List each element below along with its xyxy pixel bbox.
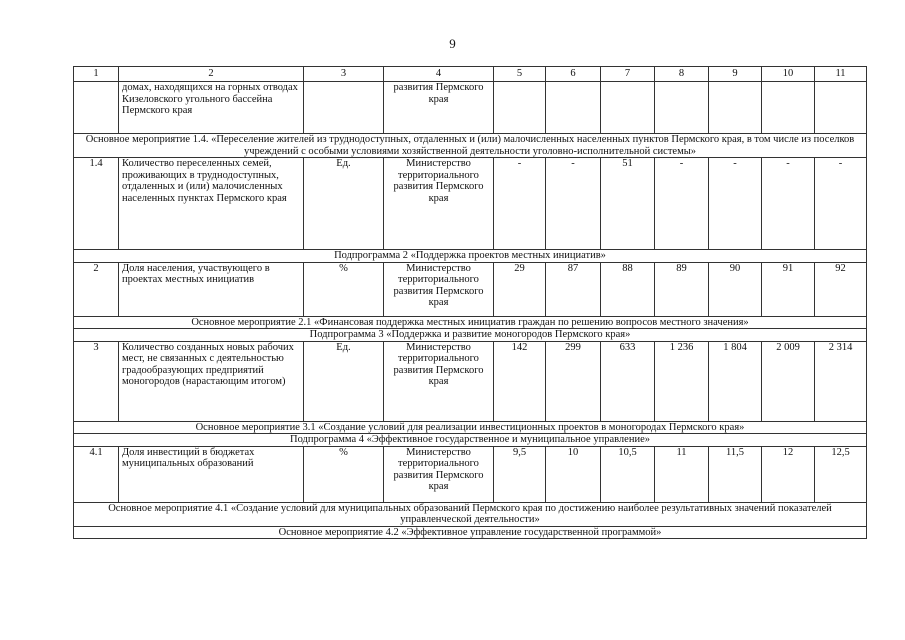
- value-cell: -: [546, 158, 601, 250]
- indicator-name: Доля инвестиций в бюджетах муниципальных образований: [119, 446, 304, 502]
- ministry-cell: Министерство территориального развития Пермского края: [384, 158, 494, 250]
- value-cell: 1 804: [709, 341, 762, 421]
- value-cell: 12,5: [815, 446, 867, 502]
- subprogram-2: Подпрограмма 2 «Поддержка проектов местных инициатив»: [74, 250, 867, 263]
- column-number: 10: [762, 67, 815, 82]
- unit-cell: %: [304, 446, 384, 502]
- value-cell: 633: [601, 341, 655, 421]
- column-number: 11: [815, 67, 867, 82]
- value-cell: 91: [762, 262, 815, 316]
- indicator-name: Количество созданных новых рабочих мест, не связанных с деятельностью градообразующих предприятий моногородов (нарастающим итогом): [119, 341, 304, 421]
- value-cell: -: [655, 158, 709, 250]
- row-number-cell: 3: [74, 341, 119, 421]
- ministry-cell: развития Пермского края: [384, 82, 494, 134]
- main-event-3-1: Основное мероприятие 3.1 «Создание условий для реализации инвестиционных проектов в моногородах Пермского края»: [74, 421, 867, 434]
- event-row: [74, 502, 867, 526]
- ministry-cell: Министерство территориального развития Пермского края: [384, 341, 494, 421]
- value-cell: 90: [709, 262, 762, 316]
- indicator-name: Количество переселенных семей, проживающих в труднодоступных, отдаленных и (или) малочисленных населенных пунктах Пермского края: [119, 158, 304, 250]
- column-number: 4: [384, 67, 494, 82]
- unit-cell: Ед.: [304, 158, 384, 250]
- value-cell: 11: [655, 446, 709, 502]
- value-cell: -: [815, 158, 867, 250]
- unit-cell: %: [304, 262, 384, 316]
- main-event-4-1: Основное мероприятие 4.1 «Создание условий для муниципальных образований Пермского края по достижению наиболее результативных значений показателей управленческой деятельности»: [74, 502, 867, 526]
- column-number: 8: [655, 67, 709, 82]
- value-cell: 299: [546, 341, 601, 421]
- table-row: [74, 158, 867, 250]
- indicator-name: домах, находящихся на горных отводах Кизеловского угольного бассейна Пермского края: [119, 82, 304, 134]
- value-cell: -: [709, 158, 762, 250]
- value-cell: 29: [494, 262, 546, 316]
- indicators-table: [73, 66, 867, 539]
- column-number: 3: [304, 67, 384, 82]
- unit-cell: [304, 82, 384, 134]
- column-number: 5: [494, 67, 546, 82]
- main-event-4-2: Основное мероприятие 4.2 «Эффективное управление государственной программой»: [74, 526, 867, 539]
- main-event-1-4: Основное мероприятие 1.4. «Переселение жителей из труднодоступных, отдаленных и (или) малочисленных населенных пунктов Пермского края, в том числе из поселков учреждений с особыми условиями хозяйственной деятельности уголовно-исполнительной системы»: [74, 134, 867, 158]
- column-number: 7: [601, 67, 655, 82]
- column-number-row: [74, 67, 867, 82]
- value-cell: 10: [546, 446, 601, 502]
- ministry-cell: Министерство территориального развития Пермского края: [384, 446, 494, 502]
- event-row: [74, 134, 867, 158]
- value-cell: 11,5: [709, 446, 762, 502]
- value-cell: 9,5: [494, 446, 546, 502]
- indicator-name: Доля населения, участвующего в проектах местных инициатив: [119, 262, 304, 316]
- value-cell: 10,5: [601, 446, 655, 502]
- value-cell: 12: [762, 446, 815, 502]
- value-cell: 142: [494, 341, 546, 421]
- event-row: [74, 526, 867, 539]
- value-cell: 92: [815, 262, 867, 316]
- value-cell: 88: [601, 262, 655, 316]
- table-row: [74, 341, 867, 421]
- table-row: [74, 446, 867, 502]
- unit-cell: Ед.: [304, 341, 384, 421]
- value-cell: 1 236: [655, 341, 709, 421]
- subprogram-4: Подпрограмма 4 «Эффективное государственное и муниципальное управление»: [74, 434, 867, 447]
- subprogram-row: [74, 329, 867, 342]
- row-number-cell: 2: [74, 262, 119, 316]
- subprogram-3: Подпрограмма 3 «Поддержка и развитие моногородов Пермского края»: [74, 329, 867, 342]
- value-cell: 51: [601, 158, 655, 250]
- main-event-2-1: Основное мероприятие 2.1 «Финансовая поддержка местных инициатив граждан по решению вопросов местного значения»: [74, 316, 867, 329]
- column-number: 1: [74, 67, 119, 82]
- subprogram-row: [74, 434, 867, 447]
- subprogram-row: [74, 250, 867, 263]
- column-number: 6: [546, 67, 601, 82]
- row-number-cell: [74, 82, 119, 134]
- ministry-cell: Министерство территориального развития Пермского края: [384, 262, 494, 316]
- value-cell: 89: [655, 262, 709, 316]
- column-number: 2: [119, 67, 304, 82]
- value-cell: 87: [546, 262, 601, 316]
- row-number-cell: 1.4: [74, 158, 119, 250]
- table-row: [74, 262, 867, 316]
- table-row: [74, 82, 867, 134]
- column-number: 9: [709, 67, 762, 82]
- page-number: 9: [449, 36, 456, 51]
- value-cell: 2 314: [815, 341, 867, 421]
- row-number-cell: 4.1: [74, 446, 119, 502]
- event-row: [74, 421, 867, 434]
- event-row: [74, 316, 867, 329]
- value-cell: -: [762, 158, 815, 250]
- value-cell: -: [494, 158, 546, 250]
- value-cell: 2 009: [762, 341, 815, 421]
